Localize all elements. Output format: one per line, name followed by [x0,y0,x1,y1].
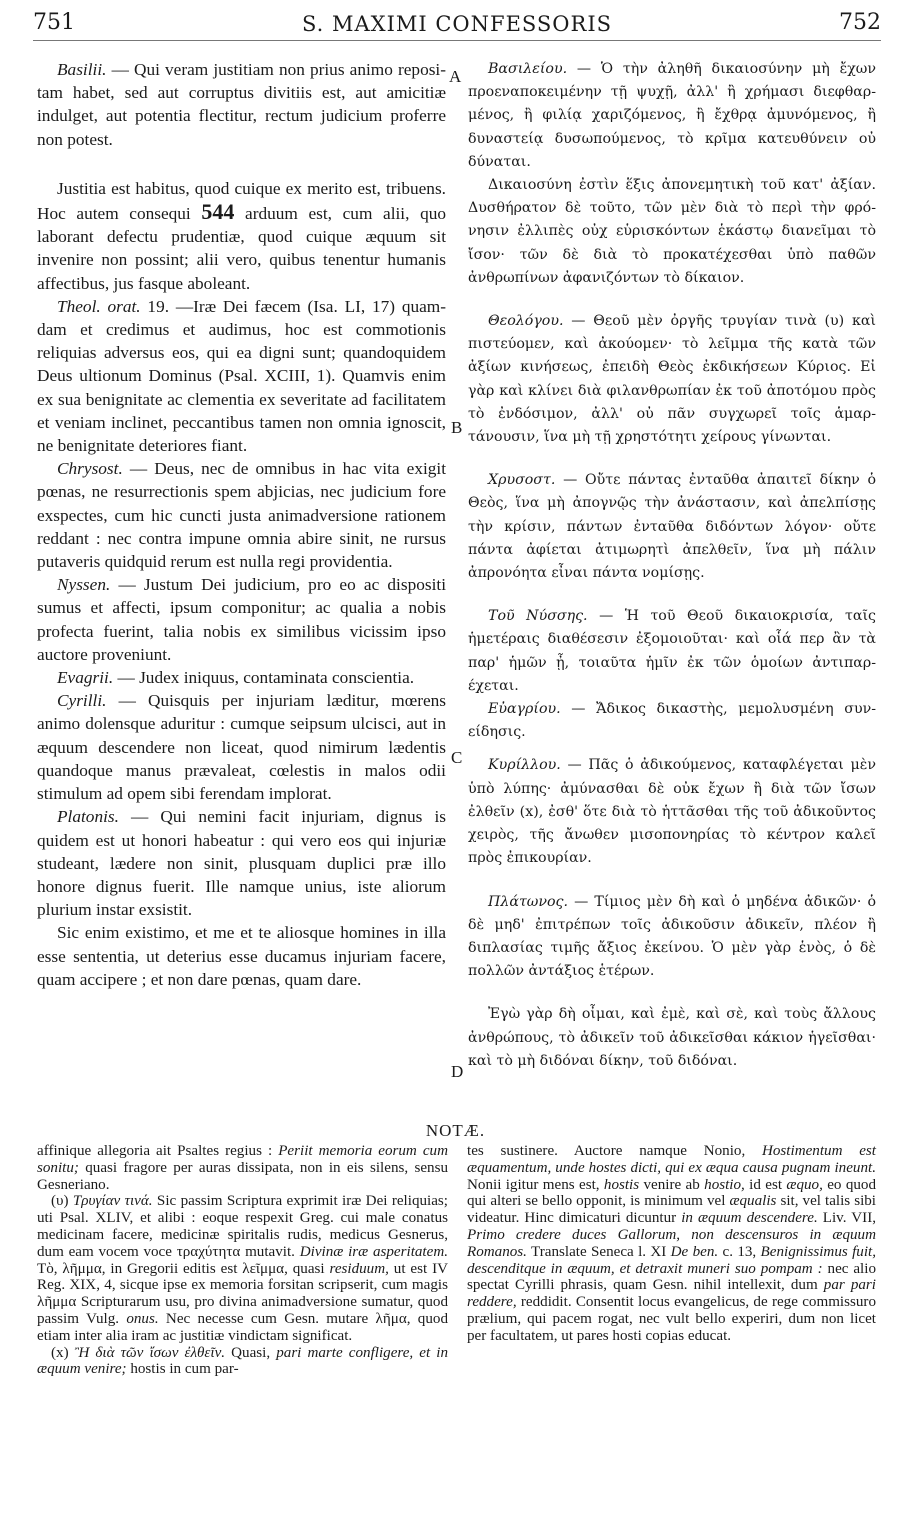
greek-paragraph [468,1003,876,1073]
note-text: venire ab [639,1176,705,1193]
author-name: Εὐαγρίου. [488,701,561,718]
note-italic: De ben. [670,1243,719,1260]
note-italic: Benignissimus fuit, descenditque in æquum, et detraxit muneri suo pompam : [467,1243,876,1277]
paragraph-text: — Ἄδικος δικαστὴς, μεμολυσμένη συνείδησις. [468,701,876,741]
latin-paragraph [37,58,446,151]
note-italic: residuum, [329,1260,389,1277]
note-lemma: Ἢ διὰ τῶν ἴσων ἐλθεῖν. [74,1344,226,1361]
greek-paragraph [468,469,876,585]
note-paragraph [37,1345,448,1379]
paragraph-text: — Qui nemini facit injuriam, dignus is quidem est ut honori habeatur : qui vero eos qui injuriæ studeant, lædere non sinit, plusquam duplici præ illo honore dignus fuerit. Ille namque unius, iste aliorum plurium instar exsistit. [37,807,446,920]
latin-paragraph [37,805,446,921]
note-italic: hostis [603,1176,640,1193]
author-name: Chrysost. [57,459,123,479]
note-text: ut est IV Reg. XIX, 4, sicque ipse ex memoria forsitan scripserit, cum magis λῆμμα Scripturarum usu, pro divina animadversione sumatur, quod passim Vulg. [37,1260,448,1327]
page-number-right: 752 [839,10,881,35]
note-text: tes sustinere. Auctore namque Nonio, [467,1143,762,1159]
paragraph-text: Justitia est habitus, quod cuique ex merito est, tribuens. Hoc autem consequi [37,178,446,224]
note-paragraph [37,1143,448,1193]
note-text: Nonii igitur mens est, [467,1176,604,1193]
margin-marker-a: A [449,67,462,86]
notes-right-column [467,1143,876,1345]
paragraph-text: — Quisquis per injuriam læditur, mœrens animo dolensque aduritur : cumque seipsum ulcisci, aut in æquum descendere non liceat, quod nimirum lædentis quandoque manus prævaleat, cœlestis in malos odii stimulum ad opem sibi ferendam implorat. [37,691,446,804]
note-text: sit, vel talis sibi videatur. Hinc dimicaturi dicuntur [467,1193,876,1227]
note-italic: æquo, [786,1176,823,1193]
note-text: nec alio spectat Cyrilli phrasis, quam Gesn. nihil intellexit, dum [467,1260,876,1294]
note-text: eo quod qui alteri se bello opponit, is minimum vel [467,1176,877,1210]
note-italic: Periit memoria eorum cum sonitu; [37,1143,448,1176]
author-name: Τοῦ Νύσσης. [488,608,588,625]
latin-paragraph [37,573,446,666]
note-text: reddidit. Consentit locus evangelicus, de rege commissuro prælium, qui pacem rogat, nec vult bello experiri, dum non licet per facultatem, ut pares hosti copias educat. [467,1294,876,1344]
latin-paragraph [37,177,446,295]
note-marker: (υ) [51,1193,73,1210]
paragraph-text: — Justum Dei judicium, pro eo ac dispositi sumus et affecti, ipsum componitur; ac qualia a nobis profecta fuerint, talia nobis ex similibus vicissim ipso auctore proveniunt. [37,575,446,664]
paragraph-text: arduum est, cum alii, quo laborant defectu prudentiæ, quod cuique æquum sit invenire non possint; alii vero, quibus tenentur humanis affectibus, jus fasque aboleant. [37,204,446,293]
latin-paragraph [37,295,446,457]
note-italic: æqualis [729,1193,777,1210]
note-italic: onus. [126,1310,159,1327]
note-text: Sic passim Scriptura exprimit iræ Dei reliquias; uti Psal. XLIV, et alibi : eoque respexit Greg. cui male conatus medicinam facere, medicinæ spiritalis rudis, medicus Gesnerus, dum eam vocem voce τραχύτητα mutavit. [37,1193,448,1260]
paragraph-text: Ἐγὼ γὰρ δὴ οἶμαι, καὶ ἐμὲ, καὶ σὲ, καὶ τοὺς ἄλλους ἀνθρώπους, τὸ ἀδικεῖν τοῦ ἀδικεῖσθαι κάκιον ἡγεῖσθαι· καὶ τὸ μὴ διδόναι δίκην, τοῦ διδόναι. [468,1006,876,1069]
column-number-mark: 544 [201,199,235,225]
greek-paragraph [468,698,876,744]
note-text: Nec necesse cum Gesn. mutare λῆμα, quod etiam inter alia iram ac justitiæ vindictam significat. [37,1310,448,1344]
note-text: Τὸ, λῆμμα, in Gregorii editis est λεῖμμα, quasi [37,1260,330,1277]
latin-paragraph [37,689,446,805]
margin-marker-c: C [451,748,463,767]
author-name: Βασιλείου. [488,61,568,77]
paragraph-text: — Τίμιος μὲν δὴ καὶ ὁ μηδένα ἀδικῶν· ὁ δὲ μηδ' ἐπιτρέπων τοῖς ἀδικοῦσιν ἀδικεῖν, πλέον ἢ διπλασίας τιμῆς ἄξιος ἐκείνου. Ὁ μὲν γὰρ ἑνὸς, ὁ δὲ πολλῶν ἀντάξιος ἑτέρων. [468,893,876,980]
margin-marker-b: B [451,418,463,437]
note-paragraph [467,1143,876,1345]
notes-title: NOTÆ. [425,1121,486,1140]
note-italic: Hostimentum est æquamentum, unde hostes dicti, qui ex æqua causa pugnam ineunt. [467,1143,876,1176]
note-italic: Primo credere duces Gallorum, non descensuros in æquum Romanos. [467,1226,876,1260]
greek-paragraph [468,310,876,449]
note-text: Liv. VII, [817,1210,876,1227]
author-name: Platonis. [57,807,119,827]
author-name: Theol. orat. [57,296,141,316]
paragraph-text: — Ὁ τὴν ἀληθῆ δικαιοσύνην μὴ ἔχων προεναποκειμένην τῇ ψυχῇ, ἀλλ' ἢ χρήμασι διεφθαρμένος, ἢ φιλίᾳ χαριζόμενος, ἢ ἔχθρᾳ ἀμυνόμενος, ἢ δυναστείᾳ δυσωπούμενος, τὸ κρῖμα κατευθύνειν οὐ δύναται. [468,61,876,170]
paragraph-text: — Θεοῦ μὲν ὀργῆς τρυγίαν τινὰ (υ) καὶ πιστεύομεν, καὶ ἀκούομεν· τὸ λεῖμμα τῆς κατὰ τῶν ἀξίων κινήσεως, ἐπειδὴ Θεὸς ἐκδικήσεων Κύριος. Εἰ γὰρ καὶ κλίνει διὰ φιλανθρωπίαν ἐκ τοῦ ἀποτόμου πρὸς τὸ ἐνδόσιμον, ἀλλ' οὐ πᾶν συγχωρεῖ τοῖς ἁμαρτάνουσιν, ἵνα μὴ τῇ χρηστότητι χείρους γίνωνται. [468,313,876,446]
header-rule [33,40,881,41]
greek-paragraph [468,174,876,290]
note-italic: par pari reddere, [467,1277,876,1311]
paragraph-text: Sic enim existimo, et me et te aliosque homines in illa esse sententia, ut deterius esse ducamus injuriam facere, quam accipere ; et non dare pœnas, quam dare. [37,923,446,989]
author-name: Cyrilli. [57,691,107,711]
page-header [33,6,881,40]
paragraph-text: Δικαιοσύνη ἐστὶν ἕξις ἀπονεμητικὴ τοῦ κατ' ἀξίαν. Δυσθήρατον δὲ τοῦτο, τῶν μὲν διὰ τὸ περὶ τὴν φρόνησιν ἐλλιπὲς οὐχ εὑρισκόντων ἑκάστῳ διανεῖμαι τὸ ἴσον· τῶν δὲ διὰ τὸ προκατέχεσθαι ὑπὸ παθῶν ἀνθρωπίνων ἀφανιζόντων τὸ δίκαιον. [468,177,876,286]
greek-paragraph [468,605,876,698]
note-text: Translate Seneca l. XI [526,1243,671,1260]
running-title: S. MAXIMI CONFESSORIS [301,12,613,36]
note-italic: in æquum descendere. [681,1210,818,1227]
note-text: Quasi, [225,1344,277,1361]
latin-paragraph [37,457,446,573]
paragraph-text: — Judex iniquus, contaminata conscientia. [113,668,415,688]
note-italic: hostio, [704,1176,745,1193]
greek-paragraph [468,754,876,870]
paragraph-text: — Οὔτε πάντας ἐνταῦθα ἀπαιτεῖ δίκην ὁ Θεὸς, ἵνα μὴ ἀπογνῷς τὴν ἀνάστασιν, καὶ ἀπελπίσῃς τὴν κρίσιν, πάντων ἐνταῦθα διδόντων λόγον· οὔτε πάντα ἀφίεται ἀτιμωρητὶ ἀπελθεῖν, ἵνα μὴ πάλιν ἀπρονόητα εἶναι πάντα νομίσῃς. [468,472,876,582]
author-name: Evagrii. [57,668,114,688]
author-name: Θεολόγου. [488,313,564,330]
author-name: Κυρίλλου. [488,757,561,774]
page-number-left: 751 [33,10,75,35]
note-text: quasi fragore per auras dissipata, non in eis silens, sensu Gesneriano. [37,1159,448,1193]
author-name: Πλάτωνος. [488,893,568,910]
latin-paragraph [37,666,446,689]
greek-paragraph [468,58,876,174]
paragraph-text: — Qui veram justitiam non prius animo repositam habet, sed aut corruptus divitiis est, aut amicitiæ indulget, aut potentia flectitur, rectum judicium proferre non potest. [37,60,446,149]
paragraph-text: 19. —Iræ Dei fæcem (Isa. LI, 17) quamdam et credimus et audimus, hoc est commotionis reliquias adversus eos, qui ea digni sunt; quandoquidem Deus ultionum Dominus (Psal. XCIII, 1). Quamvis enim ex sua benignitate ac clementia ex severitate ad facilitatem et veniam inclinet, peccantibus tamen non omnia ignoscit, ne benignitate deteriores fiant. [37,296,446,456]
note-italic: pari marte confligere, et in æquum venire; [37,1344,448,1378]
author-name: Χρυσοστ. [488,472,556,489]
latin-paragraph [37,921,446,991]
greek-paragraph [468,891,876,984]
note-text: affinique allegoria ait Psaltes regius : [37,1143,279,1159]
note-text: id est [744,1176,787,1193]
note-paragraph [37,1193,448,1344]
note-lemma: Τρυγίαν τινά. [72,1193,153,1210]
margin-marker-d: D [451,1062,464,1081]
note-italic: Divinæ iræ asperitatem. [299,1243,448,1260]
paragraph-text: — Deus, nec de omnibus in hac vita exigit pœnas, ne resurrectionis spem abjicias, nec judicium fore exspectes, cum hic cuncti justa animadversione rationem reddant : nec contra impune omnia abire sinit, ne rursus putaveris quidquid rerum est nulla regi providentia. [37,459,446,572]
author-name: Basilii. [57,60,107,79]
paragraph-text: — Πᾶς ὁ ἀδικούμενος, καταφλέγεται μὲν ὑπὸ λύπης· ἀμύνασθαι δὲ οὐκ ἔχων ἢ διὰ τῶν ἴσων ἐλθεῖν (x), ἐσθ' ὅτε διὰ τὸ ἡττᾶσθαι τῆς τοῦ ἀδικοῦντος χειρὸς, τῆς ἄνωθεν μισοπονηρίας τὸ κέντρον καλεῖ πρὸς ἐπικουρίαν. [468,757,876,867]
note-marker: (x) [51,1344,75,1361]
note-text: hostis in cum par- [126,1361,239,1378]
notes-left-column [37,1143,448,1378]
greek-column [468,58,876,1073]
latin-column [37,58,446,991]
note-text: c. 13, [718,1243,761,1260]
paragraph-text: — Ἡ τοῦ Θεοῦ δικαιοκρισία, ταῖς ἡμετέραις διαθέσεσιν ἐξομοιοῦται· καὶ οἷά περ ἂν τὰ παρ' ἡμῶν ᾖ, τοιαῦτα ἡμῖν ἐκ τῶν ὁμοίων ἀντιπαρέχεται. [468,608,876,694]
author-name: Nyssen. [57,575,111,595]
